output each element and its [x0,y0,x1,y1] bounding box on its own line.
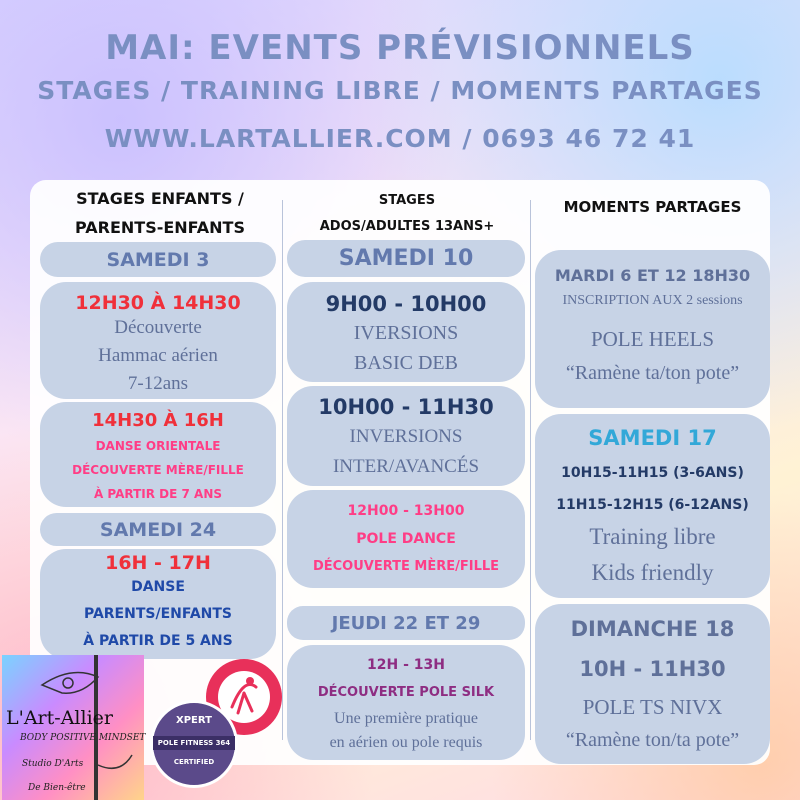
event-card: DIMANCHE 18 10H - 11H30 POLE TS NIVX “Ramène ton/ta pote” [535,604,770,764]
page-title: MAI: EVENTS PRÉVISIONNELS [105,28,695,68]
slot-card: 16H - 17H DANSE PARENTS/ENFANTS À PARTIR DE 5 ANS [40,549,276,659]
page-subtitle: STAGES / TRAINING LIBRE / MOMENTS PARTAGES [37,76,763,105]
date-samedi-10: SAMEDI 10 [287,240,525,277]
contact-line[interactable]: WWW.LARTALLIER.COM / 0693 46 72 41 [104,124,696,153]
slot-card: 12H00 - 13H00 POLE DANCE DÉCOUVERTE MÈRE/FILLE [287,490,525,588]
date-samedi-3: SAMEDI 3 [40,242,276,277]
studio-tagline: Studio D'Arts [22,759,84,769]
slot-card: 12H - 13H DÉCOUVERTE POLE SILK Une première pratique en aérien ou pole requis [287,645,525,760]
col3-heading: MOMENTS PARTAGES [563,198,742,216]
event-card: MARDI 6 ET 12 18H30 INSCRIPTION AUX 2 sessions POLE HEELS “Ramène ta/ton pote” [535,250,770,408]
date-samedi-24: SAMEDI 24 [40,513,276,546]
col1-heading: STAGES ENFANTS / PARENTS-ENFANTS [75,189,245,237]
pole-fitness-badge: XPERT POLE FITNESS 364 CERTIFIED [150,700,238,788]
slot-card: 12H30 À 14H30 Découverte Hammac aérien 7-12ans [40,282,276,399]
slot-card: 9H00 - 10H00 IVERSIONS BASIC DEB [287,282,525,382]
studio-tagline: De Bien-être [28,783,86,793]
slot-card: 10H00 - 11H30 INVERSIONS INTER/AVANCÉS [287,386,525,486]
studio-logo [2,655,144,800]
slot-card: 14H30 À 16H DANSE ORIENTALE DÉCOUVERTE MÈRE/FILLE À PARTIR DE 7 ANS [40,402,276,507]
studio-tagline: BODY POSITIVE MINDSET [20,733,146,743]
date-jeudi-22-29: JEUDI 22 ET 29 [287,606,525,640]
studio-name: L'Art-Allier [6,707,113,729]
column-divider [530,200,531,740]
event-card: SAMEDI 17 10H15-11H15 (3-6ANS) 11H15-12H15 (6-12ANS) Training libre Kids friendly [535,414,770,598]
col2-heading: STAGES ADOS/ADULTES 13ANS+ [319,193,495,234]
